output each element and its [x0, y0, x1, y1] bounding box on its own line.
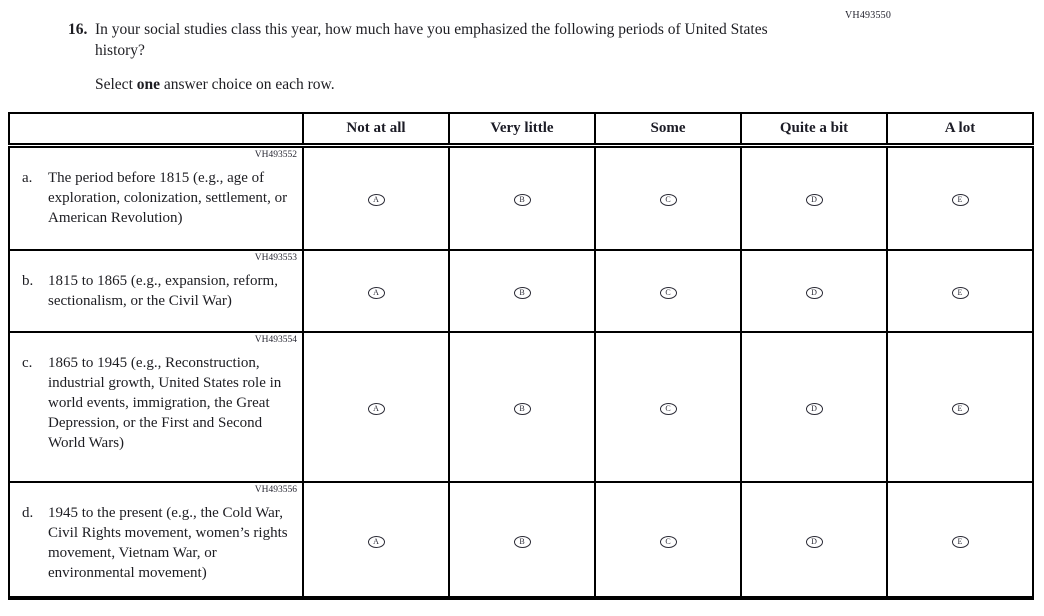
row-c-cell-quite-a-bit [741, 332, 887, 482]
row-d-cell-quite-a-bit [741, 482, 887, 598]
answer-matrix-table [8, 112, 1034, 600]
question-block [68, 19, 795, 61]
row-c-cell-a-lot [887, 332, 1033, 482]
option-bubble-b-B[interactable]: B [514, 287, 531, 299]
option-bubble-a-E[interactable]: E [952, 194, 969, 206]
option-bubble-d-C[interactable]: C [660, 536, 677, 548]
table-row-c [9, 332, 1033, 482]
row-b-cell-a-lot [887, 250, 1033, 332]
row-d-cell-not-at-all [303, 482, 449, 598]
option-bubble-b-C[interactable]: C [660, 287, 677, 299]
column-header-quite-a-bit: Quite a bit [741, 113, 887, 145]
instruction-pre: Select [95, 76, 137, 93]
row-b-text: 1815 to 1865 (e.g., expansion, reform, sectionalism, or the Civil War) [48, 273, 278, 309]
option-bubble-d-A[interactable]: A [368, 536, 385, 548]
column-header-not-at-all: Not at all [303, 113, 449, 145]
row-b-cell-some [595, 250, 741, 332]
row-d-stem-cell [9, 482, 303, 598]
option-bubble-b-E[interactable]: E [952, 287, 969, 299]
option-bubble-c-D[interactable]: D [806, 403, 823, 415]
row-a-marker: a. [22, 169, 33, 186]
table-row-a [9, 145, 1033, 250]
row-c-stem-cell [9, 332, 303, 482]
option-bubble-c-A[interactable]: A [368, 403, 385, 415]
row-d-cell-very-little [449, 482, 595, 598]
question-number: 16. [68, 21, 88, 38]
table-header-row [9, 113, 1033, 145]
option-bubble-d-D[interactable]: D [806, 536, 823, 548]
row-b-stem-cell [9, 250, 303, 332]
option-bubble-d-E[interactable]: E [952, 536, 969, 548]
question-text: In your social studies class this year, how much have you emphasized the following periods of United States history? [95, 21, 768, 59]
option-bubble-a-A[interactable]: A [368, 194, 385, 206]
table-row-d [9, 482, 1033, 598]
row-a-text: The period before 1815 (e.g., age of exploration, colonization, settlement, or American Revolution) [48, 169, 288, 226]
row-b-cell-very-little [449, 250, 595, 332]
row-b-cell-quite-a-bit [741, 250, 887, 332]
column-header-some: Some [595, 113, 741, 145]
option-bubble-c-E[interactable]: E [952, 403, 969, 415]
row-b-marker: b. [22, 273, 34, 289]
row-c-cell-very-little [449, 332, 595, 482]
row-c-code: VH493554 [254, 335, 297, 345]
row-d-marker: d. [22, 505, 34, 521]
option-bubble-a-C[interactable]: C [660, 194, 677, 206]
option-bubble-b-D[interactable]: D [806, 287, 823, 299]
option-bubble-d-B[interactable]: B [514, 536, 531, 548]
stem-header-cell [9, 113, 303, 145]
row-b-cell-not-at-all [303, 250, 449, 332]
row-a-cell-very-little [449, 145, 595, 250]
table-row-b [9, 250, 1033, 332]
row-a-stem-cell [9, 145, 303, 250]
row-c-text: 1865 to 1945 (e.g., Reconstruction, industrial growth, United States role in world events, immigration, the Great Depression, or the First and Second World Wars) [48, 355, 282, 451]
instruction-bold: one [136, 76, 160, 93]
row-a-cell-quite-a-bit [741, 145, 887, 250]
instruction-post: answer choice on each row. [160, 76, 335, 93]
column-header-very-little: Very little [449, 113, 595, 145]
option-bubble-a-B[interactable]: B [514, 194, 531, 206]
option-bubble-c-B[interactable]: B [514, 403, 531, 415]
row-a-cell-a-lot [887, 145, 1033, 250]
option-bubble-c-C[interactable]: C [660, 403, 677, 415]
row-b-code: VH493553 [254, 253, 297, 263]
row-d-cell-some [595, 482, 741, 598]
row-a-cell-not-at-all [303, 145, 449, 250]
option-bubble-a-D[interactable]: D [806, 194, 823, 206]
row-c-cell-some [595, 332, 741, 482]
option-bubble-b-A[interactable]: A [368, 287, 385, 299]
row-a-cell-some [595, 145, 741, 250]
row-c-cell-not-at-all [303, 332, 449, 482]
row-d-text: 1945 to the present (e.g., the Cold War, Civil Rights movement, women’s rights movement, Vietnam War, or environmental movement) [48, 505, 288, 581]
row-d-code: VH493556 [254, 485, 297, 495]
row-c-marker: c. [22, 355, 33, 371]
form-code: VH493550 [845, 10, 892, 21]
row-d-cell-a-lot [887, 482, 1033, 598]
row-a-code: VH493552 [254, 149, 297, 160]
column-header-a-lot: A lot [887, 113, 1033, 145]
instruction-text [95, 76, 335, 94]
